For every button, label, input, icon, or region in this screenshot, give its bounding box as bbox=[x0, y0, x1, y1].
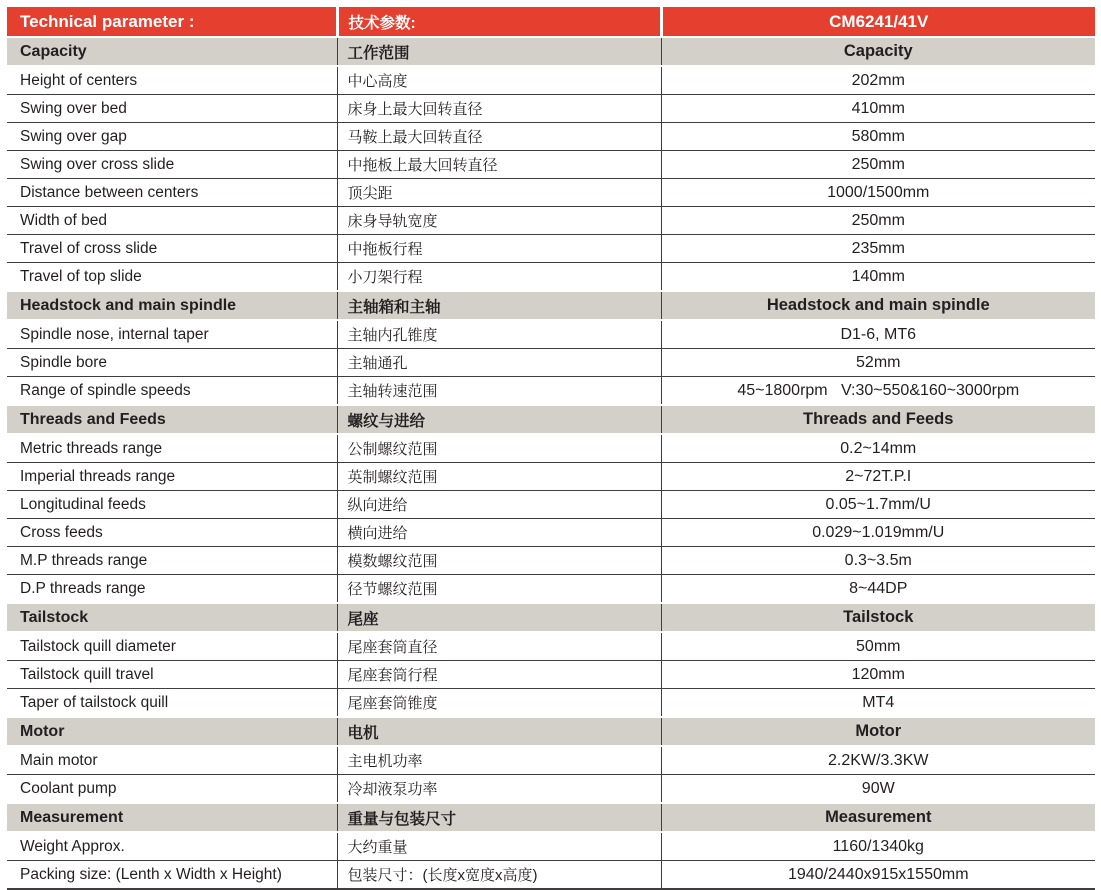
table-row bbox=[7, 775, 1095, 804]
param-en: Swing over bed bbox=[7, 95, 337, 123]
param-value: 235mm bbox=[661, 235, 1095, 263]
section-title-zh: 螺纹与进给 bbox=[337, 405, 661, 434]
param-value: 2~72T.P.I bbox=[661, 463, 1095, 491]
table-row bbox=[7, 491, 1095, 519]
param-value: 0.2~14mm bbox=[661, 434, 1095, 463]
param-en: Swing over cross slide bbox=[7, 151, 337, 179]
param-value: 410mm bbox=[661, 95, 1095, 123]
param-value: 0.029~1.019mm/U bbox=[661, 519, 1095, 547]
param-en: Width of bed bbox=[7, 207, 337, 235]
param-en: Travel of cross slide bbox=[7, 235, 337, 263]
param-zh: 尾座套筒行程 bbox=[337, 661, 661, 689]
param-zh: 中心高度 bbox=[337, 66, 661, 95]
table-row bbox=[7, 434, 1095, 463]
param-value: 52mm bbox=[661, 349, 1095, 377]
param-en: Tailstock quill diameter bbox=[7, 632, 337, 661]
param-value: 0.05~1.7mm/U bbox=[661, 491, 1095, 519]
param-zh: 横向进给 bbox=[337, 519, 661, 547]
table-row bbox=[7, 519, 1095, 547]
param-zh: 公制螺纹范围 bbox=[337, 434, 661, 463]
param-zh: 模数螺纹范围 bbox=[337, 547, 661, 575]
param-en: Main motor bbox=[7, 746, 337, 775]
section-title-en: Motor bbox=[7, 717, 337, 746]
section-row bbox=[7, 603, 1095, 632]
section-title-value: Threads and Feeds bbox=[661, 405, 1095, 434]
section-title-value: Capacity bbox=[661, 37, 1095, 66]
param-en: Metric threads range bbox=[7, 434, 337, 463]
param-value: MT4 bbox=[661, 689, 1095, 718]
param-en: Packing size: (Lenth x Width x Height) bbox=[7, 861, 337, 890]
param-zh: 主轴通孔 bbox=[337, 349, 661, 377]
param-zh: 中拖板上最大回转直径 bbox=[337, 151, 661, 179]
param-value: 250mm bbox=[661, 151, 1095, 179]
param-en: Weight Approx. bbox=[7, 832, 337, 861]
header-model-number: CM6241/41V bbox=[661, 7, 1095, 37]
param-zh: 纵向进给 bbox=[337, 491, 661, 519]
param-value: D1-6, MT6 bbox=[661, 320, 1095, 349]
section-title-en: Measurement bbox=[7, 803, 337, 832]
table-row bbox=[7, 632, 1095, 661]
technical-parameter-table bbox=[7, 7, 1095, 890]
param-en: Height of centers bbox=[7, 66, 337, 95]
param-value: 120mm bbox=[661, 661, 1095, 689]
table-row bbox=[7, 95, 1095, 123]
param-value: 1160/1340kg bbox=[661, 832, 1095, 861]
table-row bbox=[7, 661, 1095, 689]
param-zh: 冷却液泵功率 bbox=[337, 775, 661, 804]
param-value: 580mm bbox=[661, 123, 1095, 151]
section-title-value: Motor bbox=[661, 717, 1095, 746]
param-en: M.P threads range bbox=[7, 547, 337, 575]
table-row bbox=[7, 832, 1095, 861]
header-parameter-en: Technical parameter : bbox=[7, 7, 337, 37]
param-value: 202mm bbox=[661, 66, 1095, 95]
table-row bbox=[7, 151, 1095, 179]
param-en: Spindle nose, internal taper bbox=[7, 320, 337, 349]
param-zh: 主轴内孔锥度 bbox=[337, 320, 661, 349]
section-title-en: Headstock and main spindle bbox=[7, 291, 337, 320]
section-title-en: Capacity bbox=[7, 37, 337, 66]
section-row bbox=[7, 291, 1095, 320]
param-zh: 床身上最大回转直径 bbox=[337, 95, 661, 123]
param-value: 250mm bbox=[661, 207, 1095, 235]
param-zh: 主轴转速范围 bbox=[337, 377, 661, 406]
param-en: Tailstock quill travel bbox=[7, 661, 337, 689]
section-row bbox=[7, 37, 1095, 66]
section-title-en: Tailstock bbox=[7, 603, 337, 632]
param-value: 1000/1500mm bbox=[661, 179, 1095, 207]
param-value: 2.2KW/3.3KW bbox=[661, 746, 1095, 775]
section-row bbox=[7, 803, 1095, 832]
param-zh: 尾座套筒锥度 bbox=[337, 689, 661, 718]
table-row bbox=[7, 463, 1095, 491]
param-en: Taper of tailstock quill bbox=[7, 689, 337, 718]
table-row bbox=[7, 547, 1095, 575]
header-parameter-zh: 技术参数: bbox=[337, 7, 661, 37]
param-zh: 主电机功率 bbox=[337, 746, 661, 775]
table-row bbox=[7, 349, 1095, 377]
param-zh: 马鞍上最大回转直径 bbox=[337, 123, 661, 151]
param-zh: 径节螺纹范围 bbox=[337, 575, 661, 604]
table-row bbox=[7, 377, 1095, 406]
table-row bbox=[7, 123, 1095, 151]
param-zh: 包装尺寸：(长度x宽度x高度) bbox=[337, 861, 661, 890]
table-row bbox=[7, 179, 1095, 207]
param-en: D.P threads range bbox=[7, 575, 337, 604]
param-en: Swing over gap bbox=[7, 123, 337, 151]
param-zh: 大约重量 bbox=[337, 832, 661, 861]
table-header-row bbox=[7, 7, 1095, 37]
table-row bbox=[7, 235, 1095, 263]
table-row bbox=[7, 320, 1095, 349]
section-title-zh: 主轴箱和主轴 bbox=[337, 291, 661, 320]
section-title-zh: 重量与包装尺寸 bbox=[337, 803, 661, 832]
param-zh: 小刀架行程 bbox=[337, 263, 661, 292]
section-title-value: Headstock and main spindle bbox=[661, 291, 1095, 320]
section-row bbox=[7, 405, 1095, 434]
section-title-zh: 工作范围 bbox=[337, 37, 661, 66]
param-zh: 中拖板行程 bbox=[337, 235, 661, 263]
table-row bbox=[7, 207, 1095, 235]
table-row bbox=[7, 689, 1095, 718]
param-zh: 尾座套筒直径 bbox=[337, 632, 661, 661]
param-en: Imperial threads range bbox=[7, 463, 337, 491]
table-row bbox=[7, 66, 1095, 95]
section-title-value: Tailstock bbox=[661, 603, 1095, 632]
table-row bbox=[7, 575, 1095, 604]
param-zh: 床身导轨宽度 bbox=[337, 207, 661, 235]
param-value: 140mm bbox=[661, 263, 1095, 292]
param-en: Distance between centers bbox=[7, 179, 337, 207]
section-title-zh: 尾座 bbox=[337, 603, 661, 632]
param-value: 90W bbox=[661, 775, 1095, 804]
param-value: 50mm bbox=[661, 632, 1095, 661]
param-en: Range of spindle speeds bbox=[7, 377, 337, 406]
param-en: Coolant pump bbox=[7, 775, 337, 804]
table-row bbox=[7, 263, 1095, 292]
table-row bbox=[7, 746, 1095, 775]
param-value: 0.3~3.5m bbox=[661, 547, 1095, 575]
param-value: 45~1800rpm V:30~550&160~3000rpm bbox=[661, 377, 1095, 406]
param-value: 8~44DP bbox=[661, 575, 1095, 604]
param-en: Cross feeds bbox=[7, 519, 337, 547]
param-en: Spindle bore bbox=[7, 349, 337, 377]
section-title-zh: 电机 bbox=[337, 717, 661, 746]
param-en: Travel of top slide bbox=[7, 263, 337, 292]
param-en: Longitudinal feeds bbox=[7, 491, 337, 519]
section-title-value: Measurement bbox=[661, 803, 1095, 832]
table-row bbox=[7, 861, 1095, 890]
section-title-en: Threads and Feeds bbox=[7, 405, 337, 434]
param-zh: 英制螺纹范围 bbox=[337, 463, 661, 491]
section-row bbox=[7, 717, 1095, 746]
param-value: 1940/2440x915x1550mm bbox=[661, 861, 1095, 890]
param-zh: 顶尖距 bbox=[337, 179, 661, 207]
